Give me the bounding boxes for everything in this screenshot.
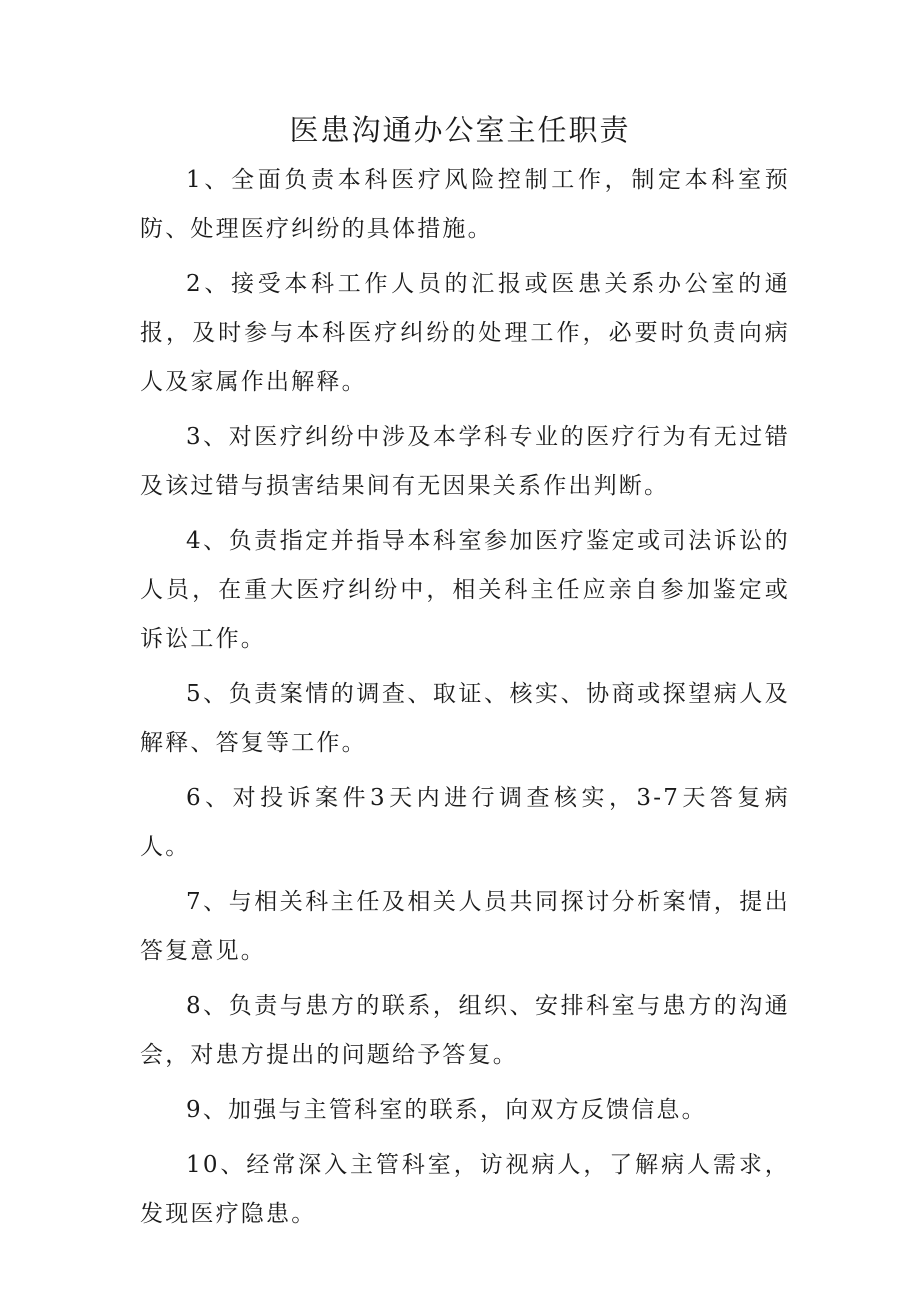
- duty-clause-2: 2、接受本科工作人员的汇报或医患关系办公室的通报，及时参与本科医疗纠纷的处理工作，必要时负责向病人及家属作出解释。: [140, 271, 790, 395]
- duty-clause-list: [140, 156, 790, 1245]
- duty-clause-10: 10、经常深入主管科室，访视病人，了解病人需求，发现医疗隐患。: [140, 1152, 790, 1227]
- duty-clause-5: 5、负责案情的调查、取证、核实、协商或探望病人及解释、答复等工作。: [140, 681, 790, 756]
- duty-clause-1: 1、全面负责本科医疗风险控制工作，制定本科室预防、处理医疗纠纷的具体措施。: [140, 167, 790, 242]
- document-title: 医患沟通办公室主任职责: [289, 113, 631, 147]
- duty-clause-4: 4、负责指定并指导本科室参加医疗鉴定或司法诉讼的人员，在重大医疗纠纷中，相关科主任应亲自参加鉴定或诉讼工作。: [140, 528, 790, 652]
- duty-clause-6: 6、对投诉案件3天内进行调查核实，3-7天答复病人。: [140, 785, 790, 860]
- duty-clause-8: 8、负责与患方的联系，组织、安排科室与患方的沟通会，对患方提出的问题给予答复。: [140, 993, 790, 1068]
- duty-clause-3: 3、对医疗纠纷中涉及本学科专业的医疗行为有无过错及该过错与损害结果间有无因果关系作出判断。: [140, 424, 790, 499]
- duty-clause-7: 7、与相关科主任及相关人员共同探讨分析案情，提出答复意见。: [140, 889, 790, 964]
- duty-clause-9: 9、加强与主管科室的联系，向双方反馈信息。: [186, 1097, 707, 1123]
